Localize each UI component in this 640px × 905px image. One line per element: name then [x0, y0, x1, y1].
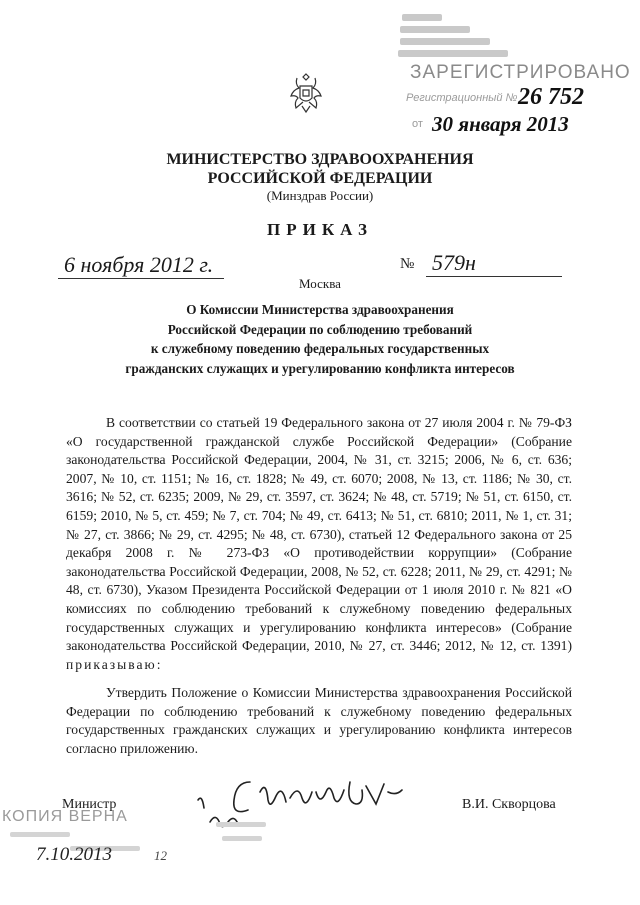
subject-line-4: гражданских служащих и урегулированию конфликта интересов [125, 360, 515, 376]
stamp-from-label: от [412, 118, 423, 130]
ministry-name [0, 150, 640, 188]
order-date: 6 ноября 2012 г. [64, 252, 214, 277]
signer-name: В.И. Скворцова [462, 797, 556, 812]
paragraph-1-text: В соответствии со статьей 19 Федерального закона от 27 июля 2004 г. № 79-ФЗ «О государственной гражданской службе Российской Федерации» (Собрание законодательства Российской Федерации, 2004, № 31, ст. 3215; 2006, № 6, ст. 636; 2007, № 10, ст. 1151; № 16, ст. 1828; № 49, ст. 6070; 2008, № 13, ст. 1186; № 30, ст. 3616; № 52, ст. 6235; 2009, № 29, ст. 3597, ст. 3624; № 48, ст. 5719; № 51, ст. 6150, ст. 6159; 2010, № 5, ст. 459; № 7, ст. 704; № 49, ст. 6413; № 51, ст. 6810; 2011, № 1, ст. 31; № 27, ст. 3866; № 29, ст. 4295; № 48, ст. 6730), статьей 12 Федерального закона от 25 декабря 2008 г. № 273-ФЗ «О противодействии коррупции» (Собрание законодательства Российской Федерации, 2008, № 52, ст. 6228; 2011, № 29, ст. 4291; № 48, ст. 6730), Указом Президента Российской Федерации от 1 июля 2010 г. № 821 «О комиссиях по соблюдению требований к служебному поведению федеральных государственных служащих и урегулированию конфликта интересов» (Собрание законодательства Российской Федерации, 2010, № 27, ст. 3446; 2012, № 12, ст. 1391) [66, 415, 572, 654]
stamp-reg-date: 30 января 2013 [432, 112, 569, 136]
stamp-blur [222, 836, 262, 841]
subject-line-1: О Комиссии Министерства здравоохранения [186, 302, 454, 317]
stamp-blur [10, 832, 70, 837]
stamp-blur [216, 822, 266, 827]
certification-date: 7.10.2013 [36, 844, 112, 865]
order-number: 579н [432, 250, 476, 275]
stamp-reg-number: 26 752 [518, 84, 584, 110]
subject-line-2: Российской Федерации по соблюдению требований [167, 321, 473, 337]
order-city: Москва [299, 276, 341, 291]
ministry-line-2: РОССИЙСКОЙ ФЕДЕРАЦИИ [207, 170, 433, 187]
copy-stamp: КОПИЯ ВЕРНА [2, 808, 128, 825]
handwritten-signature [190, 762, 430, 842]
signer-position: Министр [62, 797, 117, 812]
ministry-line-1: МИНИСТЕРСТВО ЗДРАВООХРАНЕНИЯ [166, 151, 474, 168]
stamp-title: ЗАРЕГИСТРИРОВАНО [410, 62, 631, 83]
subject-line-3: к служебному поведению федеральных государственных [150, 341, 490, 356]
ministry-short-name: (Минздрав России) [266, 188, 374, 203]
order-word: приказываю: [66, 656, 163, 672]
coat-of-arms-icon [285, 70, 327, 116]
certification-note: 12 [154, 848, 167, 863]
body-paragraph-1 [66, 414, 572, 674]
registration-stamp [388, 4, 638, 142]
document-type-title: ПРИКАЗ [267, 220, 373, 239]
number-sign: № [400, 256, 415, 272]
stamp-reg-label: Регистрационный № [406, 92, 518, 104]
body-paragraph-2: Утвердить Положение о Комиссии Министерства здравоохранения Российской Федерации по соблюдению требований к служебному поведению федеральных государственных гражданских служащих и урегулированию конфликта интересов согласно приложению. [66, 685, 572, 756]
number-underline [426, 276, 562, 277]
order-subject [0, 300, 640, 378]
